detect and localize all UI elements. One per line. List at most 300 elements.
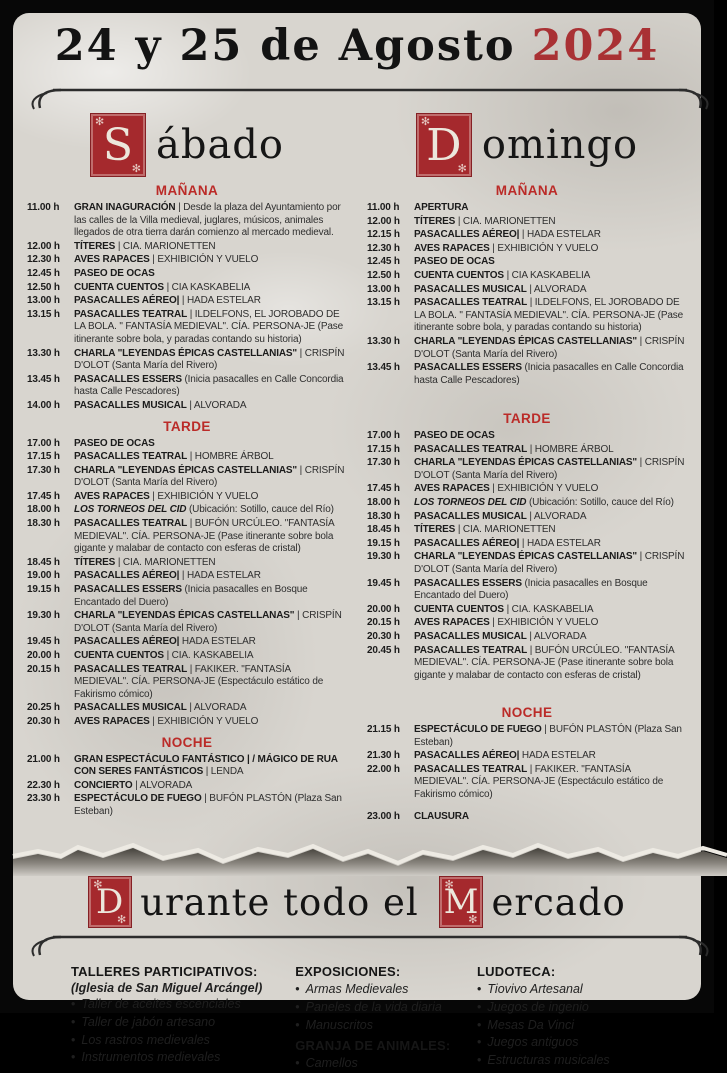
poster [13, 13, 701, 1071]
event-row [27, 451, 347, 464]
event-title: CHARLA "LEYENDAS ÉPICAS CASTELLANAS" [74, 610, 295, 622]
footer-list-header: TALLERES PARTICIPATIVOS: [71, 964, 258, 980]
event-detail: | CIA. MARIONETTEN [117, 240, 216, 252]
event-title: PASACALLES AÉREO| [414, 537, 520, 549]
event-text [74, 374, 347, 399]
bullet-icon: • [71, 997, 76, 1012]
event-time: 13.15 h [367, 297, 400, 309]
event-row [367, 444, 687, 457]
event-text [414, 256, 687, 269]
event-title: PASACALLES MUSICAL [74, 399, 187, 411]
event-text [74, 465, 347, 490]
event-text [414, 336, 687, 361]
event-time: 19.15 h [367, 537, 400, 549]
event-row [367, 631, 687, 644]
event-text [414, 811, 687, 824]
event-detail: (Ubicación: Sotillo, cauce del Río) [189, 504, 334, 516]
event-time: 19.30 h [27, 610, 60, 622]
event-time: 18.30 h [367, 510, 400, 522]
event-text [414, 631, 687, 644]
event-title: ESPECTÁCULO DE FUEGO [74, 793, 202, 805]
event-row [27, 491, 347, 504]
event-row [27, 438, 347, 451]
event-text [74, 518, 347, 556]
event-text [414, 497, 687, 510]
bullet-icon: • [71, 1032, 76, 1047]
event-title: PASACALLES ESSERS [74, 584, 182, 596]
event-detail: | CIA KASKABELIA [166, 281, 251, 293]
event-row [27, 268, 347, 281]
event-time: 17.15 h [367, 443, 400, 455]
event-title: PASACALLES AÉREO| [414, 750, 520, 762]
event-time: 23.30 h [27, 793, 60, 805]
event-row [367, 362, 687, 387]
event-time: 20.45 h [367, 644, 400, 656]
event-title: TÍTERES [414, 524, 456, 536]
event-row [27, 202, 347, 240]
event-time: 21.00 h [27, 753, 60, 765]
event-row [367, 750, 687, 763]
event-time: 18.45 h [367, 524, 400, 536]
footer-list-item [71, 1032, 295, 1050]
event-text [74, 636, 347, 649]
event-text [74, 557, 347, 570]
event-row [367, 497, 687, 510]
event-detail: HADA ESTELAR [521, 750, 596, 762]
event-row [27, 610, 347, 635]
event-time: 19.00 h [27, 570, 60, 582]
footer-item-text: Camellos [305, 1056, 358, 1071]
event-row [27, 793, 347, 818]
footer-list-item [477, 1017, 677, 1035]
section-header: MAÑANA [155, 183, 219, 198]
event-row [27, 241, 347, 254]
footer-column-2 [295, 960, 477, 1073]
bullet-icon: • [477, 999, 482, 1014]
event-title: CUENTA CUENTOS [74, 650, 164, 661]
event-detail: | HADA ESTELAR [181, 570, 261, 582]
footer-section [27, 876, 687, 1073]
event-title: PASEO DE OCAS [74, 437, 155, 449]
section-morning [27, 183, 347, 413]
footer-list-header: LUDOTECA: [477, 964, 556, 980]
footer-list-note: (Iglesia de San Miguel Arcángel) [71, 981, 263, 996]
event-time: 13.45 h [27, 373, 60, 385]
event-title: CLAUSURA [414, 810, 469, 822]
event-detail: (Inicia pasacalles en Calle Concordia hasta Calle Pescadores) [414, 362, 684, 386]
event-detail: (Inicia pasacalles en Bosque Encantado del Duero) [74, 584, 308, 608]
event-time: 13.15 h [27, 308, 60, 320]
event-title: AVES RAPACES [414, 617, 490, 629]
event-time: 17.45 h [27, 490, 60, 502]
event-detail: | ALVORADA [529, 510, 587, 522]
event-detail: | CIA. KASKABELIA [506, 603, 594, 615]
event-time: 14.00 h [27, 399, 60, 411]
day-column-sábado [27, 111, 347, 824]
event-title: PASACALLES AÉREO| [74, 570, 180, 582]
footer-column-3 [477, 960, 677, 1073]
event-detail: | HADA ESTELAR [521, 229, 601, 241]
event-row [367, 604, 687, 617]
event-row [367, 229, 687, 242]
event-time: 17.00 h [27, 437, 60, 449]
event-row [27, 504, 347, 517]
day-name: omingo [481, 122, 639, 168]
event-detail: | ALVORADA [189, 399, 247, 411]
event-title: CUENTA CUENTOS [414, 603, 504, 615]
event-title: PASACALLES ESSERS [414, 577, 522, 589]
footer-item-text: Mesas Da Vinci [487, 1017, 575, 1032]
footer-item-text: Los rastros medievales [81, 1032, 210, 1047]
event-detail: | ALVORADA [135, 779, 193, 791]
event-time: 21.30 h [367, 750, 400, 762]
event-title: CUENTA CUENTOS [74, 281, 164, 293]
event-time: 12.45 h [27, 267, 60, 279]
bullet-icon: • [295, 999, 300, 1014]
footer-list-item [477, 1034, 677, 1052]
event-text [74, 254, 347, 267]
bullet-icon: • [295, 982, 300, 997]
event-text [74, 348, 347, 373]
event-time: 20.15 h [367, 617, 400, 629]
event-title: TÍTERES [74, 556, 116, 568]
event-text [74, 780, 347, 793]
event-row [367, 216, 687, 229]
section-header: TARDE [503, 411, 551, 426]
event-title: GRAN ESPECTÁCULO FANTÁSTICO | / MÁGICO DE RUA CON SERES FANTÁSTICOS [74, 753, 338, 778]
event-text [74, 650, 347, 663]
event-detail: HADA ESTELAR [181, 636, 256, 648]
section-tarde [367, 411, 687, 699]
bullet-icon: • [295, 1017, 300, 1032]
event-text [74, 295, 347, 308]
footer-list-item [295, 999, 477, 1017]
event-title: PASACALLES MUSICAL [74, 702, 187, 714]
section-header: TARDE [163, 418, 211, 434]
event-text [414, 243, 687, 256]
event-time: 19.45 h [367, 577, 400, 589]
event-time: 13.00 h [27, 295, 60, 307]
event-title: PASEO DE OCAS [414, 430, 495, 441]
event-detail: | LENDA [205, 766, 244, 778]
section-header: NOCHE [501, 705, 553, 720]
event-title: PASACALLES TEATRAL [74, 663, 188, 675]
day-header [27, 113, 347, 177]
event-text [74, 438, 347, 451]
bullet-icon: • [71, 1014, 76, 1029]
event-row [367, 811, 687, 824]
event-text [414, 270, 687, 283]
bullet-icon: • [295, 1056, 300, 1071]
footer-list-item [71, 996, 295, 1014]
footer-item-text: Taller de aceites escenciales [81, 997, 241, 1012]
footer-list-item [295, 981, 477, 999]
event-text [414, 202, 687, 215]
event-time: 12.30 h [367, 242, 400, 254]
event-detail: | HOMBRE ÁRBOL [189, 451, 274, 463]
event-text [74, 716, 347, 729]
event-detail: | EXHIBICIÓN Y VUELO [152, 715, 259, 727]
event-detail: | CIA KASKABELIA [506, 269, 591, 281]
event-detail: | CRISPÍN D'OLOT (Santa María del Rivero) [414, 457, 685, 481]
event-title: LOS TORNEOS DEL CID [414, 496, 527, 508]
event-title: PASACALLES MUSICAL [414, 510, 527, 522]
event-time: 13.30 h [367, 335, 400, 347]
event-text [74, 400, 347, 413]
event-detail: | HADA ESTELAR [181, 295, 261, 307]
event-detail: | CRISPÍN D'OLOT (Santa María del Rivero) [414, 335, 685, 360]
event-detail: | Desde la plaza del Ayuntamiento por las calles de la Villa medieval, juglares, músicos, animales llegados de otra tierra darán comienzo al mercado medieval. [74, 202, 341, 239]
event-text [414, 362, 687, 387]
event-detail: | CRISPÍN D'OLOT (Santa María del Rivero) [74, 347, 345, 372]
event-text [74, 584, 347, 609]
event-time: 20.30 h [27, 715, 60, 727]
event-detail: | ALVORADA [189, 702, 247, 714]
event-row [367, 270, 687, 283]
event-detail: | HADA ESTELAR [521, 537, 601, 549]
event-title: PASACALLES TEATRAL [74, 518, 188, 530]
footer-item-text: Manuscritos [305, 1017, 373, 1032]
footer-item-text: Juegos de ingenio [487, 999, 589, 1014]
day-name: ábado [156, 122, 284, 168]
section-header: NOCHE [161, 734, 213, 750]
footer-list-header: EXPOSICIONES: [295, 964, 401, 980]
event-time: 20.25 h [27, 702, 60, 714]
footer-list-item [71, 1014, 295, 1032]
event-detail: | CIA. MARIONETTEN [457, 524, 556, 536]
event-title: CHARLA "LEYENDAS ÉPICAS CASTELLANIAS" [414, 335, 638, 347]
event-title: PASACALLES ESSERS [74, 373, 182, 385]
event-row [367, 256, 687, 269]
event-title: PASACALLES ESSERS [414, 362, 522, 374]
event-time: 19.15 h [27, 584, 60, 596]
event-detail: (Inicia pasacalles en Calle Concordia hasta Calle Pescadores) [74, 373, 344, 398]
footer-list-item [477, 999, 677, 1017]
event-title: ESPECTÁCULO DE FUEGO [414, 724, 542, 735]
event-title: AVES RAPACES [74, 254, 150, 266]
dropcap-initial: ✻ M ✻ [439, 876, 483, 928]
event-title: PASACALLES AÉREO| [414, 229, 520, 241]
event-text [414, 578, 687, 603]
event-detail: | CIA. KASKABELIA [166, 650, 254, 661]
event-row [27, 295, 347, 308]
event-title: CHARLA "LEYENDAS ÉPICAS CASTELLANIAS" [74, 464, 298, 476]
event-text [414, 724, 687, 749]
event-title: AVES RAPACES [414, 242, 490, 254]
event-row [367, 764, 687, 802]
event-row [27, 518, 347, 556]
event-detail: | BUFÓN URCÚLEO. "FANTASÍA MEDIEVAL". CÍA. PERSONA-JE (Pase itinerante sobre bola gigante y malabar de contacto con esferas de cristal) [74, 518, 334, 555]
event-row [27, 374, 347, 399]
event-row [367, 524, 687, 537]
footer-list-item [295, 1017, 477, 1035]
event-time: 18.45 h [27, 556, 60, 568]
event-row [367, 336, 687, 361]
event-row [367, 430, 687, 443]
event-title: PASEO DE OCAS [74, 267, 155, 279]
event-detail: | CRISPÍN D'OLOT (Santa María del Rivero) [414, 551, 685, 575]
event-detail: | BUFÓN PLASTÓN (Plaza San Esteban) [74, 793, 342, 817]
event-detail: | FAKIKER. "FANTASÍA MEDIEVAL". CÍA. PERSONA-JE (Espectáculo estático de Fakirismo cómico) [74, 663, 324, 700]
event-title: CHARLA "LEYENDAS ÉPICAS CASTELLANIAS" [414, 551, 638, 563]
event-row [27, 282, 347, 295]
event-detail: | FAKIKER. "FANTASÍA MEDIEVAL". CÍA. PERSONA-JE (Espectáculo estático de Fakirismo cómico) [414, 763, 664, 800]
footer-item-text: Juegos antiguos [487, 1035, 579, 1050]
event-time: 18.30 h [27, 518, 60, 530]
event-detail: | EXHIBICIÓN Y VUELO [492, 483, 599, 495]
event-title: TÍTERES [74, 240, 116, 252]
event-title: PASACALLES TEATRAL [74, 451, 188, 463]
section-morning [367, 183, 687, 405]
event-time: 20.30 h [367, 630, 400, 642]
event-row [367, 538, 687, 551]
poster-masthead [27, 13, 687, 81]
footer-list-item [71, 1049, 295, 1067]
event-time: 17.15 h [27, 451, 60, 463]
event-text [414, 483, 687, 496]
event-title: PASACALLES AÉREO| [74, 295, 180, 307]
event-row [27, 650, 347, 663]
event-title: GRAN INAGURACIÓN [74, 202, 176, 213]
event-text [74, 610, 347, 635]
event-row [27, 309, 347, 347]
event-time: 18.00 h [367, 496, 400, 508]
event-time: 13.30 h [27, 347, 60, 359]
event-time: 21.15 h [367, 724, 400, 735]
event-row [367, 483, 687, 496]
event-time: 12.30 h [27, 254, 60, 266]
event-row [27, 780, 347, 793]
footer-item-text: Estructuras musicales [487, 1053, 610, 1068]
event-text [414, 444, 687, 457]
event-detail: | BUFÓN URCÚLEO. "FANTASÍA MEDIEVAL". CÍA. PERSONA-JE (Pase itinerante sobre bola gigante y malabar de contacto con esferas de cristal) [414, 644, 674, 681]
event-title: PASACALLES TEATRAL [414, 644, 528, 656]
event-row [367, 243, 687, 256]
event-time: 12.00 h [27, 240, 60, 252]
event-text [74, 202, 347, 240]
event-row [367, 724, 687, 749]
event-title: PASACALLES TEATRAL [414, 763, 528, 775]
dropcap-initial: ✻ D ✻ [88, 876, 132, 928]
event-title: APERTURA [414, 202, 469, 213]
event-time: 20.00 h [367, 603, 400, 615]
event-row [367, 645, 687, 683]
footer-title-text: ercado [491, 880, 626, 924]
event-detail: | EXHIBICIÓN Y VUELO [492, 242, 599, 254]
event-text [414, 457, 687, 482]
event-row [27, 702, 347, 715]
event-time: 18.00 h [27, 504, 60, 516]
divider-flourish-bottom [27, 930, 687, 956]
bullet-icon: • [477, 1035, 482, 1050]
section-noche [367, 705, 687, 823]
section-header: MAÑANA [495, 183, 559, 198]
event-text [414, 511, 687, 524]
bullet-icon: • [477, 1017, 482, 1032]
footer-item-text: Tiovivo Artesanal [487, 982, 583, 997]
event-row [367, 457, 687, 482]
event-title: PASACALLES TEATRAL [74, 308, 188, 320]
event-detail: | CIA. MARIONETTEN [457, 215, 556, 227]
event-title: AVES RAPACES [414, 483, 490, 495]
event-row [367, 297, 687, 335]
footer-item-text: Armas Medievales [305, 982, 409, 997]
event-row [27, 400, 347, 413]
event-time: 22.00 h [367, 763, 400, 775]
event-row [27, 636, 347, 649]
event-time: 12.50 h [367, 269, 400, 281]
event-text [74, 793, 347, 818]
event-detail: | CRISPÍN D'OLOT (Santa María del Rivero) [74, 464, 345, 489]
event-detail: (Inicia pasacalles en Bosque Encantado del Duero) [414, 577, 648, 602]
event-title: PASACALLES AÉREO| [74, 636, 180, 648]
event-text [414, 538, 687, 551]
event-detail: | EXHIBICIÓN Y VUELO [492, 617, 599, 629]
footer-columns [27, 956, 687, 1073]
event-time: 12.00 h [367, 215, 400, 227]
event-row [367, 202, 687, 215]
bullet-icon: • [477, 1053, 482, 1068]
event-row [367, 578, 687, 603]
event-text [74, 268, 347, 281]
dropcap-initial: ✻ S ✻ [90, 113, 146, 177]
event-row [367, 284, 687, 297]
event-row [27, 254, 347, 267]
event-text [74, 754, 347, 779]
event-text [414, 524, 687, 537]
footer-title-text: urante todo el [140, 880, 432, 924]
footer-list-item [477, 981, 677, 999]
event-row [367, 511, 687, 524]
schedule-columns [27, 111, 687, 824]
footer-title [27, 876, 687, 928]
event-row [27, 754, 347, 779]
event-row [27, 570, 347, 583]
event-row [27, 664, 347, 702]
event-text [414, 229, 687, 242]
event-text [414, 284, 687, 297]
footer-item-text: Instrumentos medievales [81, 1050, 221, 1065]
event-text [74, 702, 347, 715]
day-header [367, 113, 687, 177]
event-detail: | ILDELFONS, EL JOROBADO DE LA BOLA. " FANTASÍA MEDIEVAL". CÍA. PERSONA-JE (Pase itinerante sobre bola, y paradas contando su historia) [414, 297, 684, 334]
event-text [414, 617, 687, 630]
title-year: 2024 [531, 21, 660, 71]
event-text [74, 664, 347, 702]
event-text [74, 491, 347, 504]
event-text [414, 551, 687, 576]
event-text [74, 282, 347, 295]
event-title: LOS TORNEOS DEL CID [74, 504, 187, 516]
event-row [27, 716, 347, 729]
event-row [27, 557, 347, 570]
event-text [74, 504, 347, 517]
event-time: 11.00 h [367, 202, 400, 213]
event-text [414, 297, 687, 335]
event-time: 22.30 h [27, 779, 60, 791]
footer-item-text: Paneles de la vida diaria [305, 999, 442, 1014]
event-text [414, 430, 687, 443]
event-detail: (Ubicación: Sotillo, cauce del Río) [529, 496, 674, 508]
event-text [74, 241, 347, 254]
event-time: 17.30 h [367, 457, 400, 469]
event-title: PASACALLES TEATRAL [414, 443, 528, 455]
event-detail: | EXHIBICIÓN Y VUELO [152, 254, 259, 266]
event-detail: | ALVORADA [529, 283, 587, 295]
section-noche [27, 735, 347, 819]
event-time: 12.45 h [367, 256, 400, 268]
dropcap-initial: ✻ D ✻ [416, 113, 472, 177]
